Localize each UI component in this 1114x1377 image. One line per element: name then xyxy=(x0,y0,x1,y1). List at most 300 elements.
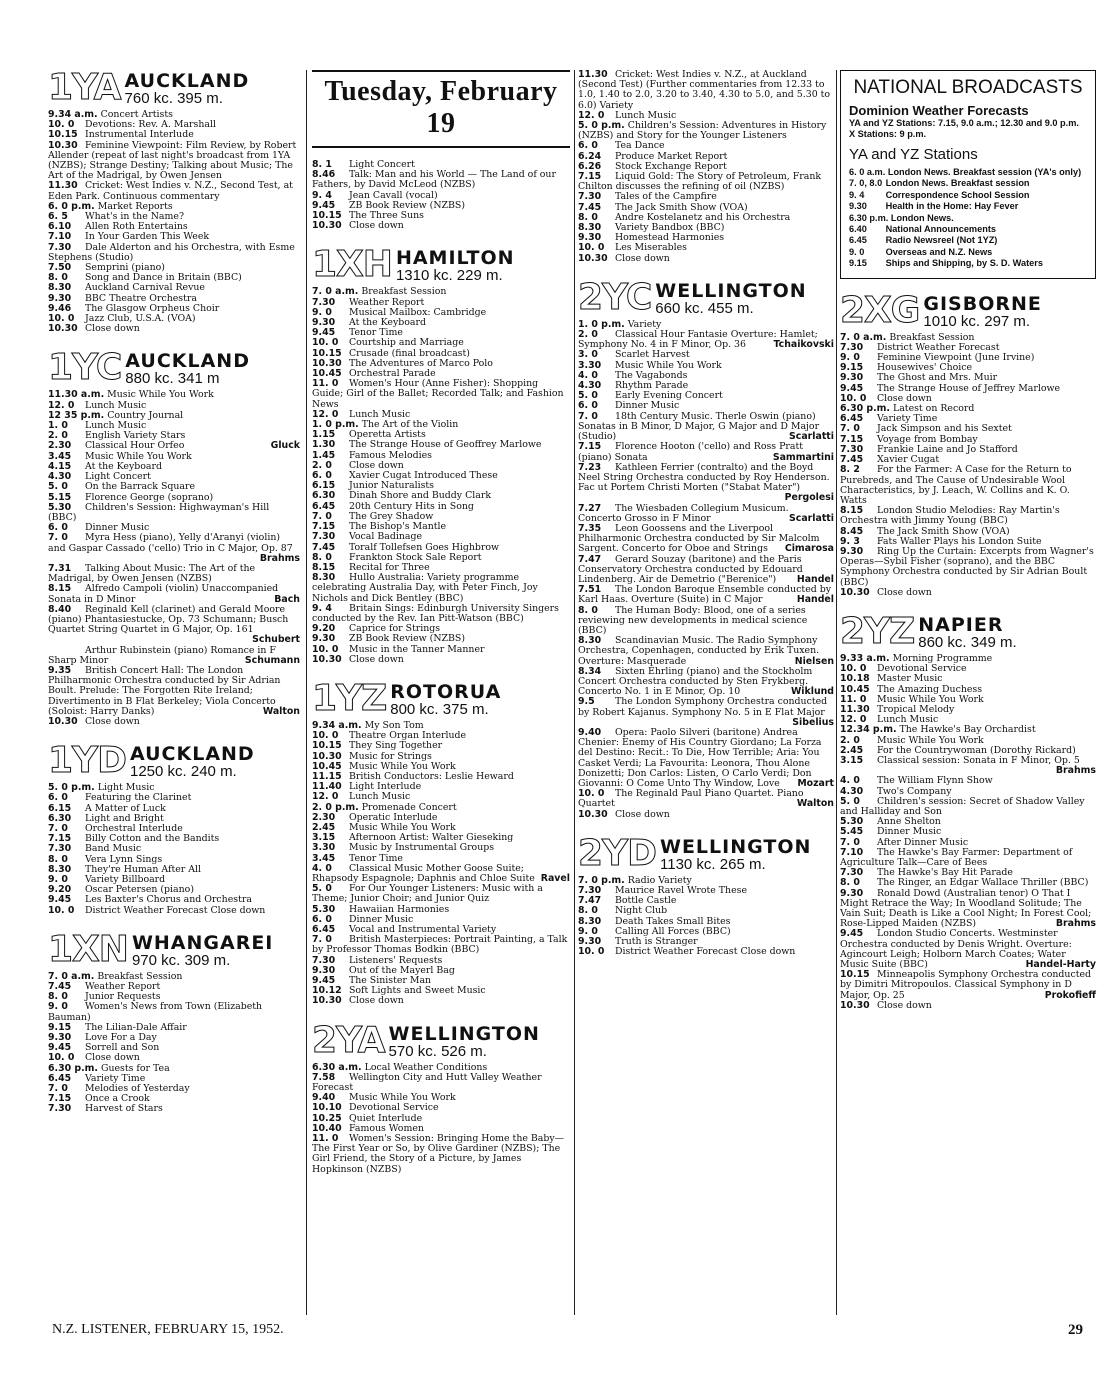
forecast-line: X Stations: 9 p.m. xyxy=(849,129,927,139)
programme-title: London Studio Melodies: Ray Martin's Orchestra with Jimmy Young (BBC) xyxy=(840,505,1060,527)
programme-title: Britain Sings: Edinburgh University Singers conducted by the Rev. Ian Pitt-Watson (BBC) xyxy=(312,602,559,624)
programme-time: 9.30 xyxy=(840,372,864,384)
programme-title: The Vagabonds xyxy=(614,369,688,381)
programme-time: 10.30 xyxy=(578,252,608,264)
programme-title: They Sing Together xyxy=(348,740,443,752)
programme-title: Myra Hess (piano), Yelly d'Aranyi (violin) and Gaspar Cassado ('cello) Trio in C Major, Op. 87 xyxy=(48,532,293,554)
programme-title: Children's Session: Adventures in History (NZBS) and Story for the Younger Listeners xyxy=(578,120,827,142)
programme-time: 10.15 xyxy=(312,347,342,359)
programme-title: Feminine Viewpoint (June Irvine) xyxy=(876,352,1035,364)
programme-time: 8. 0 xyxy=(48,991,68,1003)
programme-time: 5.30 xyxy=(840,816,864,828)
station-call-sign: 2YA xyxy=(312,1019,385,1061)
column-1 xyxy=(48,67,300,1131)
programme-title: At the Keyboard xyxy=(84,460,162,472)
station-city: AUCKLAND xyxy=(124,70,250,92)
programme-time: 7. 0 xyxy=(312,510,332,522)
programme-title: Lunch Music xyxy=(84,420,147,432)
programme-title: Oscar Petersen (piano) xyxy=(84,884,194,896)
programme-time: 7.30 xyxy=(840,867,864,879)
programme-item xyxy=(48,1104,300,1114)
programme-time: 7.30 xyxy=(840,341,864,353)
programme-time: 10.15 xyxy=(312,740,342,752)
programme-title: Operetta Artists xyxy=(348,429,426,441)
programme-title: London Studio Concerts. Westminster Orchestra conducted by Denis Wright. Overture: Agincourt Leigh; Holborn March Coates; Water Music Suite (BBC) xyxy=(840,928,1072,971)
programme-time: 12. 0 xyxy=(840,714,867,726)
programme-time: 4.30 xyxy=(840,785,864,797)
programme-title: The Human Body: Blood, one of a series reviewing new developments in medical science (BBC) xyxy=(578,604,808,636)
composer: Scarlatti xyxy=(789,431,834,443)
programme-title: Toralf Tollefsen Goes Highbrow xyxy=(348,541,500,553)
programme-time: 10. 0 xyxy=(578,946,605,958)
programme-time: 9. 4 xyxy=(312,602,332,614)
programme-time: 7.30 xyxy=(312,296,336,308)
programme-item xyxy=(48,906,300,916)
programme-list xyxy=(312,721,570,1007)
programme-time: 5. 0 xyxy=(578,390,598,402)
footer-publication: N.Z. LISTENER, FEBRUARY 15, 1952. xyxy=(52,1322,284,1337)
column-2 xyxy=(312,70,570,1191)
programme-item xyxy=(48,533,300,564)
programme-time: 7.30 xyxy=(840,443,864,455)
programme-item xyxy=(840,889,1096,930)
programme-time: 6.15 xyxy=(312,480,336,492)
programme-item xyxy=(578,330,834,350)
station-2yc-header xyxy=(578,276,834,318)
programme-time: 1. 0 xyxy=(48,420,68,432)
programme-title: Les Baxter's Chorus and Orchestra xyxy=(84,894,252,906)
programme-title: My Son Tom xyxy=(364,719,424,731)
programme-title: Music While You Work xyxy=(84,450,192,462)
programme-time: 2.30 xyxy=(312,811,336,823)
programme-title: Devotional Service xyxy=(876,663,967,675)
programme-time: 7.30 xyxy=(48,1103,72,1115)
station-frequency: 1010 kc. 297 m. xyxy=(923,312,1031,330)
programme-time: 8.40 xyxy=(48,603,72,615)
programme-list xyxy=(578,70,834,264)
programme-title: Anne Shelton xyxy=(876,816,941,828)
national-item xyxy=(849,247,1087,258)
station-call-sign: 1XN xyxy=(48,928,128,970)
programme-title: Devotions: Rev. A. Marshall xyxy=(84,119,216,131)
composer: Handel-Harty xyxy=(1025,959,1096,971)
programme-title: The Strange House of Geoffrey Marlowe xyxy=(348,439,542,451)
programme-time: 6.30 xyxy=(48,812,72,824)
national-title: London News. Breakfast session xyxy=(885,178,1030,189)
forecast-title: Dominion Weather Forecasts xyxy=(849,103,1029,118)
programme-title: Master Music xyxy=(876,673,943,685)
station-1yc-header xyxy=(48,347,300,389)
programme-title: Latest on Record xyxy=(892,403,975,415)
programme-item xyxy=(48,503,300,523)
programme-title: Close down xyxy=(614,808,670,820)
composer: Prokofieff xyxy=(1044,989,1096,1001)
national-time: 9.15 xyxy=(849,258,867,269)
programme-time: 8. 0 xyxy=(48,853,68,865)
programme-title: Breakfast Session xyxy=(97,970,183,982)
composer: Sibelius xyxy=(792,716,834,728)
programme-item xyxy=(312,1073,570,1093)
station-city: AUCKLAND xyxy=(125,350,250,373)
programme-time: 9.46 xyxy=(48,302,72,314)
programme-title: Talk: Man and his World — The Land of our Fathers, by David McLeod (NZBS) xyxy=(312,169,556,191)
station-1xn-header xyxy=(48,928,300,970)
programme-title: Weather Report xyxy=(84,981,161,993)
station-frequency: 800 kc. 375 m. xyxy=(390,700,489,718)
programme-item xyxy=(312,379,570,410)
programme-time: 2.30 xyxy=(48,440,72,452)
programme-time: 10.30 xyxy=(48,323,78,335)
programme-time: 10. 0 xyxy=(48,904,75,916)
programme-time: 12. 0 xyxy=(312,408,339,420)
programme-title: Jazz Club, U.S.A. (VOA) xyxy=(84,313,196,325)
composer: Brahms xyxy=(259,552,300,564)
programme-time: 6.30 p.m. xyxy=(48,1062,98,1074)
programme-time: 6.30 xyxy=(312,490,336,502)
programme-time: 7.23 xyxy=(578,461,602,473)
programme-time: 7. 0 xyxy=(840,836,860,848)
national-title: Correspondence School Session xyxy=(885,189,1030,200)
programme-title: Classical Hour Fantasie Overture: Hamlet; Symphony No. 4 in F Minor, Op. 36 xyxy=(578,329,818,351)
programme-time: 10.30 xyxy=(840,586,870,598)
programme-item xyxy=(312,604,570,624)
programme-item xyxy=(578,947,834,957)
programme-time: 5. 0 p.m. xyxy=(48,782,95,794)
programme-time: 11. 0 xyxy=(312,1133,339,1145)
national-item xyxy=(849,258,1087,269)
composer: Pergolesi xyxy=(784,492,834,504)
programme-item xyxy=(578,254,834,264)
programme-title: Maurice Ravel Wrote These xyxy=(614,885,747,897)
programme-title: Light Music xyxy=(97,782,155,794)
programme-title: Weather Report xyxy=(348,296,425,308)
programme-title: Fats Waller Plays his London Suite xyxy=(876,535,1042,547)
programme-title: Xavier Cugat Introduced These xyxy=(348,470,498,482)
programme-title: Close down xyxy=(348,653,404,665)
station-frequency: 860 kc. 349 m. xyxy=(918,633,1017,651)
programme-time: 10. 0 xyxy=(312,337,339,349)
programme-title: Love For a Day xyxy=(84,1032,157,1044)
programme-title: Lunch Music xyxy=(876,714,939,726)
programme-time: 9.34 a.m. xyxy=(312,719,362,731)
programme-time: 7. 0 xyxy=(48,532,68,544)
national-title: London News. Breakfast session (YA's only) xyxy=(887,167,1082,177)
programme-time: 7.15 xyxy=(578,441,602,453)
programme-title: In Your Garden This Week xyxy=(84,231,210,243)
programme-time: 7.45 xyxy=(840,454,864,466)
programme-item xyxy=(578,606,834,637)
programme-time: 9.30 xyxy=(312,317,336,329)
programme-time: 7.51 xyxy=(578,584,602,596)
programme-title: Music While You Work xyxy=(348,821,456,833)
station-frequency: 880 kc. 341 m xyxy=(125,370,220,388)
programme-time: 7. 0 xyxy=(840,423,860,435)
page-number: 29 xyxy=(1068,1322,1083,1338)
programme-time: 1.45 xyxy=(312,449,336,461)
programme-time: 8. 0 xyxy=(312,551,332,563)
programme-title: Music for Strings xyxy=(348,750,432,762)
programme-title: Frankie Laine and Jo Stafford xyxy=(876,443,1018,455)
programme-time: 10.45 xyxy=(840,683,870,695)
programme-item xyxy=(48,717,300,727)
programme-time: 9.33 a.m. xyxy=(840,652,890,664)
programme-title: Children's Session: Highwayman's Hill (BBC) xyxy=(48,501,270,523)
programme-title: Ronald Dowd (Australian tenor) O That I Might Retrace the Way; In Woodland Solitude; The Vain Suit; Death is Like a Cool Night; In Forest Cool; Rose-Lipped Maiden (NZBS) xyxy=(840,887,1092,930)
programme-title: The Glasgow Orpheus Choir xyxy=(84,302,220,314)
programme-title: Tenor Time xyxy=(348,327,403,339)
station-frequency: 1310 kc. 229 m. xyxy=(395,267,503,285)
programme-title: Instrumental Interlude xyxy=(84,129,194,141)
programme-time: 3.15 xyxy=(840,754,864,766)
column-rule xyxy=(306,70,307,1315)
programme-time: 7.30 xyxy=(48,843,72,855)
programme-title: Country Journal xyxy=(107,409,184,421)
station-2ya-header xyxy=(312,1019,570,1061)
programme-time: 9.30 xyxy=(840,887,864,899)
programme-time: 7. 0 xyxy=(48,822,68,834)
programme-item xyxy=(578,555,834,586)
programme-title: Lunch Music xyxy=(348,408,411,420)
programme-title: Jack Simpson and his Sextet xyxy=(876,423,1012,435)
programme-item xyxy=(840,506,1096,526)
composer: Schumann xyxy=(244,654,300,666)
programme-time: 7.45 xyxy=(578,201,602,213)
programme-title: The Sinister Man xyxy=(348,975,432,987)
programme-time: 10.45 xyxy=(312,760,342,772)
programme-time: 9.30 xyxy=(312,633,336,645)
programme-time: 11.30 xyxy=(48,180,78,192)
programme-title: Vocal Badinage xyxy=(348,531,423,543)
programme-title: Light Concert xyxy=(84,471,151,483)
programme-title: ZB Book Review (NZBS) xyxy=(348,199,466,211)
programme-title: The William Flynn Show xyxy=(876,775,993,787)
programme-item xyxy=(578,636,834,667)
programme-title: For Our Younger Listeners: Music with a Theme; Junior Choir; and Junior Quiz xyxy=(312,883,543,905)
programme-title: Variety Billboard xyxy=(84,874,166,885)
programme-title: Dinah Shore and Buddy Clark xyxy=(348,490,491,502)
national-item xyxy=(849,201,1087,212)
programme-title: 18th Century Music. Therle Oswin (piano) Sonatas in B Minor, D Major, G Major and D Major (Studio) xyxy=(578,410,820,443)
station-frequency: 570 kc. 526 m. xyxy=(388,1042,487,1060)
programme-time: 3.15 xyxy=(312,832,336,844)
programme-time: 8. 0 xyxy=(48,272,68,284)
programme-time: 10.15 xyxy=(48,129,78,141)
programme-time: 10.40 xyxy=(312,1122,342,1134)
programme-time: 12.34 p.m. xyxy=(840,724,897,736)
programme-title: Tales of the Campfire xyxy=(614,191,717,203)
programme-item xyxy=(312,573,570,604)
programme-title: The Ringer, an Edgar Wallace Thriller (BBC) xyxy=(876,877,1089,889)
programme-title: Night Club xyxy=(614,905,668,917)
programme-time: 7.30 xyxy=(312,531,336,543)
programme-time: 7.15 xyxy=(312,521,336,533)
national-item xyxy=(849,190,1087,201)
programme-time: 4. 0 xyxy=(312,862,332,874)
programme-item xyxy=(840,465,1096,506)
programme-title: Truth is Stranger xyxy=(614,936,698,948)
programme-title: Dinner Music xyxy=(84,522,150,534)
programme-title: Theatre Organ Interlude xyxy=(348,730,467,742)
programme-title: Close down xyxy=(876,999,932,1011)
programme-time: 9.15 xyxy=(840,362,864,374)
programme-title: Local Weather Conditions xyxy=(364,1061,488,1073)
programme-time: 6.15 xyxy=(48,802,72,814)
programme-title: The Hawke's Bay Farmer: Department of Agriculture Talk—Care of Bees xyxy=(840,846,1073,868)
national-item xyxy=(849,167,1087,178)
programme-title: Alfredo Campoli (violin) Unaccompanied Sonata in D Minor xyxy=(48,583,279,605)
programme-title: Lunch Music xyxy=(348,791,411,803)
station-call-sign: 2XG xyxy=(840,289,920,331)
programme-time: 2. 0 xyxy=(312,459,332,471)
programme-title: Tenor Time xyxy=(348,852,403,864)
programme-time: 6.10 xyxy=(48,221,72,233)
column-rule xyxy=(574,70,575,1315)
programme-time: 2. 0 xyxy=(578,329,598,341)
programme-title: Scandinavian Music. The Radio Symphony Orchestra, Copenhagen, conducted by Erik Tuxen. Overture: Masquerade xyxy=(578,635,820,667)
programme-title: Breakfast Session xyxy=(889,331,975,343)
programme-title: The London Baroque Ensemble conducted by Karl Haas. Overture (Suite) in C Major xyxy=(578,584,832,606)
programme-time: 1. 0 p.m. xyxy=(312,419,359,431)
programme-time: 10. 0 xyxy=(312,730,339,742)
programme-time: 10.15 xyxy=(312,210,342,222)
programme-title: Courtship and Marriage xyxy=(348,337,464,349)
programme-title: Orchestral Parade xyxy=(348,368,436,380)
programme-title: Reginald Kell (clarinet) and Gerald Moore (piano) Phantasiestucke, Op. 73 Schumann; Busch Quartet String Quartet in G Major, Op. 161 xyxy=(48,603,289,636)
programme-item xyxy=(312,170,570,190)
programme-time: 8.15 xyxy=(840,505,864,517)
station-call-sign: 1YZ xyxy=(312,677,387,719)
programme-time: 8.15 xyxy=(48,583,72,595)
programme-title: The London Symphony Orchestra conducted by Robert Kajanus. Symphony No. 5 in E Flat Major xyxy=(578,696,828,718)
programme-title: Feminine Viewpoint: Film Review, by Robert Allender (repeat of last night's broadcast from 1YA (NZBS); Strange Destiny; Talking about Music; The Art of the Madrigal, by Owen Jensen xyxy=(48,139,297,182)
station-frequency: 970 kc. 309 m. xyxy=(131,951,231,969)
programme-title: Classical Music Mother Goose Suite; Rhapsody Espagnole; Daphnis and Chloe Suite xyxy=(312,862,535,884)
programme-time: 5. 0 xyxy=(48,481,68,493)
programme-list xyxy=(840,333,1096,598)
programme-time: 10. 0 xyxy=(578,242,605,254)
national-time: 6. 0 a.m. xyxy=(849,167,886,177)
programme-title: Tropical Melody xyxy=(876,703,955,715)
station-2yz-header xyxy=(840,610,1096,652)
programme-time: 11.40 xyxy=(312,781,342,793)
national-time: 9.30 xyxy=(849,201,867,212)
programme-item xyxy=(578,504,834,524)
programme-title: Leon Goossens and the Liverpool Philharmonic Orchestra conducted by Sir Malcolm Sargent. Concerto for Oboe and Strings xyxy=(578,522,820,555)
programme-title: Hawaiian Harmonies xyxy=(348,903,450,915)
programme-time: 8.45 xyxy=(840,525,864,537)
programme-title: British Masterpieces: Portrait Painting, a Talk by Professor Thomas Bodkin (BBC) xyxy=(312,934,568,956)
programme-title: District Weather Forecast Close down xyxy=(84,904,266,916)
programme-time: 10. 0 xyxy=(578,788,605,800)
programme-title: Women's Hour (Anne Fisher): Shopping Guide; Girl of the Ballet; Recorded Talk; and Fashion News xyxy=(312,378,564,410)
programme-time: 11.30 xyxy=(578,69,608,80)
programme-time: 8.30 xyxy=(578,915,602,927)
programme-title: The Ghost and Mrs. Muir xyxy=(876,372,998,384)
station-city: WELLINGTON xyxy=(660,835,812,858)
programme-time: 6. 0 p.m. xyxy=(48,200,95,212)
programme-time: 7.27 xyxy=(578,502,602,514)
programme-title: Sorrell and Son xyxy=(84,1042,160,1054)
national-time: 6.40 xyxy=(849,224,867,235)
composer: Scarlatti xyxy=(789,512,834,524)
programme-title: Scarlet Harvest xyxy=(614,349,690,361)
programme-list xyxy=(48,110,300,334)
station-1ya-header xyxy=(48,67,300,108)
programme-title: Classical Hour Orfeo xyxy=(84,440,185,452)
programme-time: 9.45 xyxy=(312,327,336,339)
programme-title: Afternoon Artist: Walter Gieseking xyxy=(348,832,514,844)
forecast-line: YA and YZ Stations: 7.15, 9.0 a.m.; 12.30 and 9.0 p.m. xyxy=(849,118,1079,128)
programme-title: Close down xyxy=(876,586,932,598)
programme-time: 9. 0 xyxy=(578,925,598,937)
programme-title: Dale Alderton and his Orchestra, with Esme Stephens (Studio) xyxy=(48,241,295,263)
programme-time: 10.30 xyxy=(312,995,342,1007)
programme-title: Gerard Souzay (baritone) and the Paris Conservatory Orchestra conducted by Edouard Lindenberg. Air de Demetrio ("Berenice") xyxy=(578,553,803,585)
national-time: 9. 0 xyxy=(849,246,865,257)
programme-title: Auckland Carnival Revue xyxy=(84,282,205,294)
programme-title: Lunch Music xyxy=(84,399,147,411)
programme-title: Homestead Harmonies xyxy=(614,232,725,244)
programme-item xyxy=(48,324,300,334)
programme-time: 8.30 xyxy=(578,222,602,234)
programme-time: 6. 0 xyxy=(48,792,68,804)
programme-time: 12. 0 xyxy=(578,109,605,121)
programme-time: 8.15 xyxy=(312,561,336,573)
programme-time: 9.35 xyxy=(48,664,72,676)
programme-item xyxy=(840,1001,1096,1011)
programme-title: Semprini (piano) xyxy=(84,262,165,274)
programme-title: Women's Session: Bringing Home the Baby—The First Year or So, by Olive Gardiner (NZBS); The Girl Friend, the Story of a Picture, by James Hopkinson (NZBS) xyxy=(312,1133,565,1175)
programme-time: 7. 0 xyxy=(578,410,598,422)
programme-title: What's in the Name? xyxy=(84,211,184,223)
national-time: 6.45 xyxy=(849,235,867,246)
programme-time: 3. 0 xyxy=(578,349,598,361)
programme-time: 6.30 a.m. xyxy=(312,1061,362,1073)
composer: Schubert xyxy=(252,634,300,646)
programme-time: 1. 0 p.m. xyxy=(578,318,625,330)
programme-title: Produce Market Report xyxy=(614,150,728,162)
programme-title: Hullo Australia: Variety programme celebrating Australia Day, with Peter Finch, Joy Nichols and Dick Bentley (BBC) xyxy=(312,572,538,604)
programme-title: Sixten Ehrling (piano) and the Stockholm Concert Orchestra conducted by Sten Frykberg. Concerto No. 1 in E Minor, Op. 10 xyxy=(578,665,813,698)
programme-time: 7. 0 a.m. xyxy=(840,331,887,343)
programme-time: 10. 0 xyxy=(840,663,867,675)
programme-title: Vocal and Instrumental Variety xyxy=(348,924,497,935)
programme-title: On the Barrack Square xyxy=(84,481,196,493)
station-frequency: 660 kc. 455 m. xyxy=(655,299,754,317)
programme-list xyxy=(578,320,834,820)
national-item xyxy=(849,178,1087,189)
programme-title: Cricket: West Indies v. N.Z., Second Test, at Eden Park. Continuous commentary xyxy=(48,180,293,202)
programme-title: The Reginald Paul Piano Quartet. Piano Quartet xyxy=(578,788,804,810)
composer: Walton xyxy=(796,798,834,810)
programme-title: Variety Time xyxy=(84,1072,146,1084)
programme-item xyxy=(578,442,834,462)
programme-time: 5.45 xyxy=(840,826,864,838)
programme-title: Close down xyxy=(84,1052,140,1064)
programme-title: Variety Bandbox (BBC) xyxy=(614,222,725,234)
programme-item xyxy=(578,412,834,443)
programme-time: 10. 0 xyxy=(312,643,339,655)
programme-item xyxy=(48,646,300,666)
programme-time: 9. 0 xyxy=(48,1001,68,1013)
programme-title: The Art of the Violin xyxy=(361,419,459,431)
national-title: Ships and Shipping, by S. D. Waters xyxy=(885,258,1043,269)
programme-item xyxy=(312,221,570,231)
column-4 xyxy=(840,70,1096,1027)
programme-title: Jean Cavall (vocal) xyxy=(348,189,438,201)
programme-time: 9.30 xyxy=(578,232,602,244)
programme-time: 10.10 xyxy=(312,1102,342,1114)
